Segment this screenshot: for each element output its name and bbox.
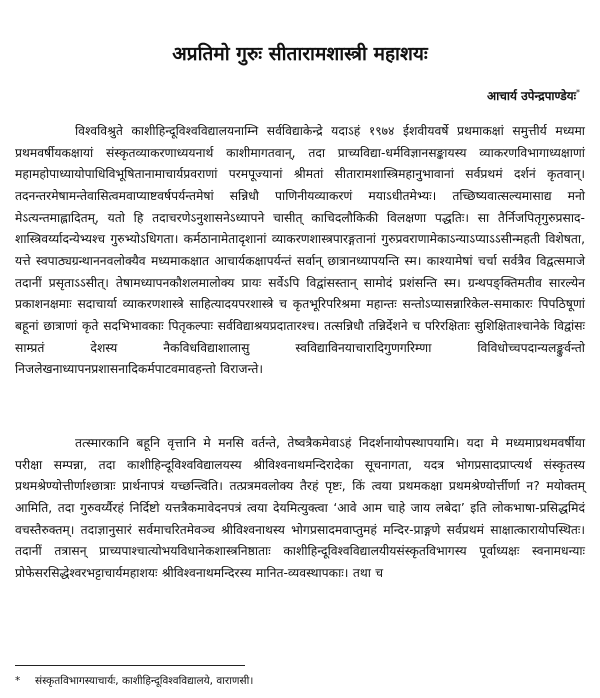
footnote-text: संस्कृतविभागस्याचार्यः, काशीहिन्दूविश्वविद्यालये, वाराणसी। xyxy=(35,675,254,687)
paragraph-1: विश्वविश्रुते काशीहिन्दूविश्वविद्यालयनाम्नि सर्वविद्याकेन्द्रे यदाऽहं १९७४ ईशवीयवर्षे प्रथमाकक्षां समुत्तीर्य मध्यमा प्रथमवर्षीयकक्षायां संस्कृतव्याकरणाध्ययनार्थ काशीमागतवान्, तदा प्राच्यविद्या-धर्मविज्ञानसङ्कायस्य व्याकरणविभागाध्यक्षाणां महामहोपाध्यायोपाधिविभूषितानामाचार्यप्रवराणां परमपूज्यानां श्रीमतां सीतारामशास्त्रिमहानुभावानां सर्वप्रथमं दर्शनं कृतवान्। तदनन्तरमेषामन्तेवासित्वमवाप्याष्टवर्षपर्यन्तमेषां सन्निधौ पाणिनीयव्याकरणं मयाऽधीतमेभ्यः। तच्छिष्यवात्सल्यमासाद्य मनो मेऽत्यन्तमाह्लादितम्, यतो हि तदाचरणेऽनुशासनेऽध्यापने चासीत् काचिदलौकिकी विलक्षणा पद्धतिः। सा तैर्निजपितृगुरुप्रसाद-शास्त्रिवर्य्यादन्येभ्यश्च गुरुभ्योऽधिगता। कर्मठानामेतादृशानां व्याकरणशास्त्रपारङ्गतानां गुरुप्रवराणामेकाऽन्याऽप्याऽऽसीन्महती विशेषता, यत्ते स्वपाठ्यग्रन्थाननवलोक्यैव मध्यमाकक्षात आचार्यकक्षापर्यन्तं सर्वान् छात्रानध्यापयन्ति स्म। काश्यामेषां चर्चा सर्वत्रैव विद्वत्समाजे तदानीं प्रसृताऽऽसीत्। तेषामध्यापनकौशलमालोक्य प्रायः सर्वेऽपि विद्वांसस्तान् सामोदं प्रशंसन्ति स्म। ग्रन्थपङ्क्तिमतीव सारल्येन प्रकाशनक्षमाः सदाचार्या व्याकरणशास्त्रे साहित्यादयपरशास्त्रे च कृतभूरिपरिश्रमा महान्तः सन्तोऽप्यासन्नारिकेल-समाकारः पिपठिषूणां बहूनां छात्राणां कृते सदभिभावकाः पितृकल्पाः सर्वविद्याश्रयप्रदातारश्च। तत्सन्निधौ तन्निर्देशने च परिरक्षिताः सुशिक्षिताश्चानेके विद्वांसः साम्प्रतं देशस्य नैकविधविद्याशालासु स्वविद्याविनयाचारादिगुणगरिम्णा विविधोच्चपदान्यलङ्कुर्वन्तो निजलेखनाध्यापनप्रशासनादिकर्मपाटवमावहन्तो विराजन्ते। xyxy=(15,124,585,377)
footnote-divider xyxy=(15,665,245,666)
paragraph-2: तत्स्मारकानि बहूनि वृत्तानि मे मनसि वर्तन्ते, तेष्वत्रैकमेवाऽहं निदर्शनायोपस्थापयामि। यदा मे मध्यमाप्रथमवर्षीया परीक्षा सम्पन्ना, तदा काशीहिन्दूविश्वविद्यालयस्य श्रीविश्वनाथमन्दिरादेका सूचनागता, यदत्र भोगप्रसादप्राप्त्यर्थ संस्कृतस्य प्रथमश्रेण्योत्तीर्णाश्छात्राः प्रार्थनापत्रं यच्छन्त्विति। तत्प्रत्रमवलोक्य तैरहं पृष्टः, किं त्वया प्रथमकक्षा प्रथमश्रेण्योर्त्तीर्णा न? मयोक्तम् आमिति, तदा गुरुवर्य्यैरहं निर्दिष्टो यत्तत्रैकमावेदनपत्रं त्वया देयमित्युक्त्वा ‘आवे आम चाहे जाय लबेदा’ इति लोकभाषा-प्रसिद्धमिदं वचस्तैरुक्तम्। तदाज्ञानुसारं सर्वमाचरितमेवञ्च श्रीविश्वनाथस्य भोगप्रसादमवाप्तुमहं मन्दिर-प्राङ्गणे सर्वप्रथमं साक्षात्कारायोपस्थितः। तदानीं तत्रासन् प्राच्यपाश्चात्योभयविधानेकशास्त्रनिष्ठाताः काशीहिन्दूविश्वविद्यालयीयसंस्कृतविभागस्य पूर्वाध्यक्षः स्वनामधन्याः प्रोफेसरसिद्धेश्वरभट्टाचार्यमहाशयः श्रीविश्वनाथमन्दिरस्य मानित-व्यवस्थापकाः। तथा च xyxy=(15,436,585,580)
author-name: आचार्य उपेन्द्रपाण्डेयः xyxy=(486,89,576,103)
footnote xyxy=(15,674,253,688)
article-title: अप्रतिमो गुरुः सीतारामशास्त्री महाशयः xyxy=(172,43,428,65)
author-line xyxy=(487,85,580,104)
author-footnote-mark: * xyxy=(576,88,580,97)
footnote-mark: * xyxy=(15,675,21,687)
